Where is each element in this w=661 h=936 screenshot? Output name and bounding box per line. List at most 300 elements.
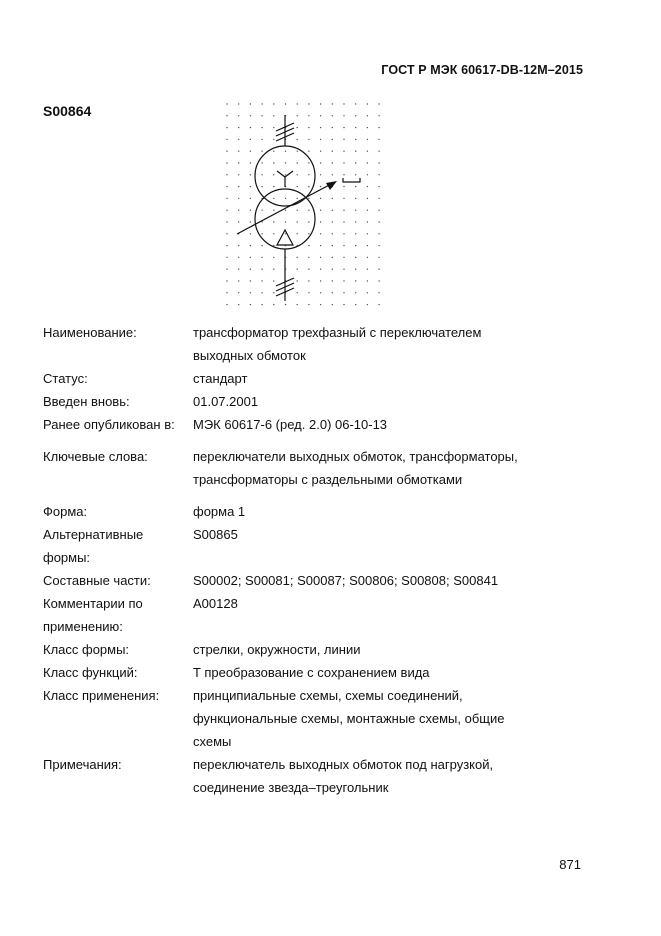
- field-row: [43, 684, 603, 753]
- grid-dot: [297, 280, 298, 281]
- grid-dot: [355, 162, 356, 163]
- grid-dot: [332, 139, 333, 140]
- grid-dot: [285, 304, 286, 305]
- grid-dot: [273, 257, 274, 258]
- grid-dot: [226, 115, 227, 116]
- grid-dot: [367, 162, 368, 163]
- field-value: [193, 638, 603, 661]
- grid-dot: [378, 292, 379, 293]
- grid-dot: [226, 103, 227, 104]
- grid-dot: [297, 186, 298, 187]
- grid-dot: [297, 115, 298, 116]
- grid-dot: [378, 139, 379, 140]
- grid-dot: [285, 103, 286, 104]
- grid-dot: [332, 151, 333, 152]
- grid-dot: [308, 162, 309, 163]
- grid-dot: [355, 210, 356, 211]
- grid-dot: [261, 162, 262, 163]
- grid-dot: [332, 162, 333, 163]
- field-row: [43, 753, 603, 799]
- field-value: [193, 753, 603, 799]
- field-value-line: A00128: [193, 596, 238, 611]
- field-row: [43, 445, 603, 491]
- grid-dot: [226, 198, 227, 199]
- field-row: [43, 367, 603, 390]
- document-header: ГОСТ Р МЭК 60617-DB-12M–2015: [381, 63, 583, 77]
- grid-dot: [308, 103, 309, 104]
- grid-dot: [297, 221, 298, 222]
- arrow-head: [326, 181, 337, 190]
- field-row: [43, 321, 603, 367]
- grid-dot: [320, 174, 321, 175]
- field-value: [193, 445, 603, 491]
- grid-dot: [250, 162, 251, 163]
- grid-dot: [308, 233, 309, 234]
- grid-dot: [261, 245, 262, 246]
- grid-dot: [367, 115, 368, 116]
- grid-dot: [250, 269, 251, 270]
- grid-dot: [308, 139, 309, 140]
- grid-dot: [332, 304, 333, 305]
- field-value: [193, 523, 603, 569]
- field-label: Введен вновь:: [43, 394, 130, 409]
- grid-dot: [355, 127, 356, 128]
- grid-dot: [355, 174, 356, 175]
- grid-dot: [355, 139, 356, 140]
- grid-dot: [273, 115, 274, 116]
- field-value-line: схемы: [193, 734, 232, 749]
- grid-dot: [332, 174, 333, 175]
- grid-dot: [320, 162, 321, 163]
- field-row: [43, 569, 603, 592]
- grid-dot: [308, 245, 309, 246]
- grid-dot: [308, 269, 309, 270]
- grid-dot: [367, 210, 368, 211]
- grid-dot: [355, 269, 356, 270]
- grid-dot: [238, 280, 239, 281]
- grid-dot: [332, 198, 333, 199]
- grid-dot: [355, 280, 356, 281]
- grid-dot: [343, 280, 344, 281]
- field-value-line: трансформаторы с раздельными обмотками: [193, 472, 463, 487]
- grid-dot: [367, 139, 368, 140]
- star-arm: [277, 171, 285, 177]
- grid-dot: [226, 174, 227, 175]
- grid-dot: [320, 257, 321, 258]
- grid-dot: [355, 257, 356, 258]
- grid-dot: [332, 210, 333, 211]
- grid-dot: [261, 186, 262, 187]
- grid-dot: [308, 280, 309, 281]
- grid-dot: [378, 280, 379, 281]
- grid-dot: [226, 221, 227, 222]
- grid-dot: [378, 186, 379, 187]
- grid-dot: [261, 269, 262, 270]
- grid-dot: [343, 257, 344, 258]
- grid-dot: [273, 127, 274, 128]
- grid-dot: [297, 127, 298, 128]
- grid-dot: [355, 186, 356, 187]
- grid-dot: [297, 304, 298, 305]
- grid-dot: [273, 269, 274, 270]
- grid-dot: [261, 210, 262, 211]
- field-label: Класс формы:: [43, 642, 130, 657]
- grid-dot: [250, 151, 251, 152]
- field-value: [193, 413, 603, 436]
- grid-dot: [273, 280, 274, 281]
- grid-dot: [297, 174, 298, 175]
- grid-dot: [250, 210, 251, 211]
- grid-dot: [238, 269, 239, 270]
- grid-dot: [320, 198, 321, 199]
- grid-dot: [226, 245, 227, 246]
- grid-dot: [261, 280, 262, 281]
- grid-dot: [355, 304, 356, 305]
- grid-dot: [320, 186, 321, 187]
- grid-dot: [250, 280, 251, 281]
- grid-dot: [261, 174, 262, 175]
- grid-dot: [332, 103, 333, 104]
- grid-dot: [285, 151, 286, 152]
- grid-dot: [378, 115, 379, 116]
- grid-dot: [367, 174, 368, 175]
- field-row: [43, 523, 603, 569]
- grid-dot: [273, 233, 274, 234]
- grid-dot: [378, 304, 379, 305]
- field-value: [193, 367, 603, 390]
- field-label: Статус:: [43, 371, 88, 386]
- grid-dot: [250, 245, 251, 246]
- grid-dot: [238, 198, 239, 199]
- grid-dot: [367, 292, 368, 293]
- grid-dot: [226, 210, 227, 211]
- grid-dot: [308, 115, 309, 116]
- grid-dot: [308, 292, 309, 293]
- field-label: Наименование:: [43, 325, 137, 340]
- grid-dot: [378, 269, 379, 270]
- field-label: Ранее опубликован в:: [43, 417, 175, 432]
- grid-dot: [238, 304, 239, 305]
- grid-dot: [250, 127, 251, 128]
- grid-dot: [332, 221, 333, 222]
- grid-dot: [367, 233, 368, 234]
- grid-dot: [285, 198, 286, 199]
- grid-dot: [378, 198, 379, 199]
- grid-dot: [273, 139, 274, 140]
- grid-dot: [355, 292, 356, 293]
- field-row: [43, 592, 603, 638]
- field-value-line: T преобразование с сохранением вида: [193, 665, 430, 680]
- grid-dot: [226, 304, 227, 305]
- grid-dot: [378, 257, 379, 258]
- grid-dot: [343, 174, 344, 175]
- grid-dot: [367, 245, 368, 246]
- field-value-line: S00865: [193, 527, 238, 542]
- field-value-line: принципиальные схемы, схемы соединений,: [193, 688, 463, 703]
- grid-dot: [238, 103, 239, 104]
- grid-dot: [343, 292, 344, 293]
- field-label: Комментарии по применению:: [43, 596, 143, 634]
- grid-dot: [261, 304, 262, 305]
- grid-dot: [320, 292, 321, 293]
- grid-dot: [273, 198, 274, 199]
- field-value-line: функциональные схемы, монтажные схемы, общие: [193, 711, 505, 726]
- field-label: Примечания:: [43, 757, 122, 772]
- grid-dot: [261, 151, 262, 152]
- grid-dot: [273, 186, 274, 187]
- grid-dot: [332, 115, 333, 116]
- grid-dot: [250, 186, 251, 187]
- grid-dot: [250, 257, 251, 258]
- grid-dot: [297, 257, 298, 258]
- grid-dot: [238, 210, 239, 211]
- field-label: Ключевые слова:: [43, 449, 148, 464]
- grid-dot: [378, 151, 379, 152]
- grid-dot: [320, 115, 321, 116]
- grid-dot: [308, 210, 309, 211]
- grid-dot: [273, 210, 274, 211]
- grid-dot: [250, 115, 251, 116]
- grid-dot: [367, 103, 368, 104]
- grid-dot: [250, 198, 251, 199]
- grid-dot: [343, 269, 344, 270]
- grid-dot: [343, 221, 344, 222]
- field-value-line: стрелки, окружности, линии: [193, 642, 361, 657]
- grid-dot: [320, 245, 321, 246]
- grid-dot: [308, 174, 309, 175]
- grid-dot: [378, 233, 379, 234]
- grid-dot: [332, 292, 333, 293]
- grid-dot: [320, 103, 321, 104]
- grid-dot: [285, 221, 286, 222]
- grid-dot: [367, 304, 368, 305]
- grid-dot: [297, 269, 298, 270]
- grid-dot: [332, 127, 333, 128]
- grid-dot: [320, 280, 321, 281]
- grid-dot: [226, 269, 227, 270]
- grid-dot: [273, 304, 274, 305]
- grid-dot: [355, 115, 356, 116]
- grid-dot: [273, 292, 274, 293]
- page-number: 871: [559, 857, 581, 872]
- grid-dot: [367, 198, 368, 199]
- grid-dot: [285, 210, 286, 211]
- grid-dot: [367, 221, 368, 222]
- grid-dot: [261, 127, 262, 128]
- field-value-line: МЭК 60617-6 (ред. 2.0) 06-10-13: [193, 417, 388, 432]
- grid-dot: [343, 233, 344, 234]
- grid-dot: [273, 103, 274, 104]
- three-phase-transformer-with-tap-changer-icon: [222, 100, 384, 316]
- grid-dot: [343, 139, 344, 140]
- field-row: [43, 638, 603, 661]
- tap-changer-arrow-line: [237, 183, 333, 234]
- grid-dot: [285, 233, 286, 234]
- grid-dot: [238, 139, 239, 140]
- grid-dot: [226, 280, 227, 281]
- grid-dot: [226, 151, 227, 152]
- grid-dot: [308, 186, 309, 187]
- grid-dot: [261, 103, 262, 104]
- grid-dot: [250, 233, 251, 234]
- grid-dot: [238, 162, 239, 163]
- grid-dot: [226, 139, 227, 140]
- grid-dot: [355, 233, 356, 234]
- grid-dot: [343, 151, 344, 152]
- field-value: [193, 321, 603, 367]
- grid-dot: [308, 257, 309, 258]
- grid-dot: [226, 233, 227, 234]
- field-value-line: форма 1: [193, 504, 246, 519]
- grid-dot: [308, 304, 309, 305]
- grid-dot: [332, 245, 333, 246]
- field-label: Класс применения:: [43, 688, 160, 703]
- field-value-line: переключатели выходных обмоток, трансформаторы,: [193, 449, 518, 464]
- grid-dot: [367, 186, 368, 187]
- field-value: [193, 569, 603, 592]
- grid-dot: [343, 210, 344, 211]
- grid-dot: [320, 151, 321, 152]
- grid-dot: [320, 139, 321, 140]
- grid-dot: [308, 127, 309, 128]
- field-value-line: соединение звезда–треугольник: [193, 780, 389, 795]
- grid-dot: [226, 292, 227, 293]
- grid-dot: [367, 280, 368, 281]
- grid-dot: [355, 151, 356, 152]
- grid-dot: [332, 257, 333, 258]
- field-value-line: выходных обмоток: [193, 348, 306, 363]
- grid-dot: [378, 162, 379, 163]
- grid-dot: [238, 221, 239, 222]
- grid-dot: [343, 186, 344, 187]
- grid-dot: [250, 174, 251, 175]
- grid-dot: [297, 233, 298, 234]
- grid-dot: [343, 103, 344, 104]
- grid-dot: [343, 115, 344, 116]
- grid-dot: [250, 139, 251, 140]
- grid-dot: [238, 257, 239, 258]
- grid-dot: [343, 304, 344, 305]
- grid-dot: [226, 162, 227, 163]
- grid-dot: [332, 280, 333, 281]
- field-row: [43, 500, 603, 523]
- grid-dot: [226, 186, 227, 187]
- tap-changer-symbol: [343, 178, 360, 182]
- grid-dot: [320, 233, 321, 234]
- grid-dot: [320, 221, 321, 222]
- grid-dot: [343, 245, 344, 246]
- grid-dot: [378, 210, 379, 211]
- field-value: [193, 661, 603, 684]
- grid-dot: [250, 221, 251, 222]
- grid-dot: [297, 139, 298, 140]
- grid-dot: [332, 269, 333, 270]
- grid-dot: [332, 233, 333, 234]
- grid-dot: [238, 292, 239, 293]
- grid-dot: [238, 115, 239, 116]
- grid-dot: [261, 115, 262, 116]
- grid-dot: [297, 103, 298, 104]
- grid-dot: [261, 233, 262, 234]
- field-label: Форма:: [43, 504, 88, 519]
- field-row: [43, 390, 603, 413]
- grid-dot: [320, 269, 321, 270]
- grid-dot: [250, 292, 251, 293]
- field-value-line: трансформатор трехфазный с переключателем: [193, 325, 482, 340]
- grid-dot: [273, 174, 274, 175]
- field-value-line: переключатель выходных обмоток под нагрузкой,: [193, 757, 494, 772]
- grid-dot: [367, 269, 368, 270]
- grid-dot: [273, 221, 274, 222]
- grid-dot: [226, 127, 227, 128]
- grid-dot: [297, 162, 298, 163]
- field-label: Альтернативные формы:: [43, 527, 144, 565]
- grid-dot: [367, 127, 368, 128]
- grid-dot: [378, 221, 379, 222]
- grid-dot: [320, 127, 321, 128]
- grid-dot: [320, 210, 321, 211]
- grid-dot: [226, 257, 227, 258]
- field-label: Составные части:: [43, 573, 151, 588]
- field-label: Класс функций:: [43, 665, 138, 680]
- grid-dot: [261, 139, 262, 140]
- grid-dot: [343, 127, 344, 128]
- grid-dot: [238, 245, 239, 246]
- field-value-line: 01.07.2001: [193, 394, 259, 409]
- grid-dot: [238, 151, 239, 152]
- grid-dot: [250, 304, 251, 305]
- grid-dot: [367, 257, 368, 258]
- field-row: [43, 661, 603, 684]
- field-value-line: S00002; S00081; S00087; S00806; S00808; S00841: [193, 573, 499, 588]
- grid-dots: [226, 103, 379, 305]
- grid-dot: [238, 186, 239, 187]
- grid-dot: [378, 245, 379, 246]
- grid-dot: [238, 174, 239, 175]
- grid-dot: [273, 162, 274, 163]
- grid-dot: [238, 127, 239, 128]
- grid-dot: [273, 151, 274, 152]
- grid-dot: [297, 151, 298, 152]
- grid-dot: [261, 292, 262, 293]
- grid-dot: [308, 221, 309, 222]
- grid-dot: [355, 103, 356, 104]
- grid-dot: [343, 198, 344, 199]
- field-value-line: стандарт: [193, 371, 248, 386]
- field-value: [193, 684, 603, 753]
- grid-dot: [285, 162, 286, 163]
- field-value: [193, 592, 603, 638]
- grid-dot: [378, 174, 379, 175]
- grid-dot: [297, 292, 298, 293]
- grid-dot: [367, 151, 368, 152]
- delta-triangle: [277, 230, 293, 245]
- grid-dot: [355, 245, 356, 246]
- field-value: [193, 500, 603, 523]
- grid-dot: [355, 221, 356, 222]
- grid-dot: [285, 174, 286, 175]
- attribute-table: [43, 321, 603, 799]
- field-value: [193, 390, 603, 413]
- symbol-code: S00864: [43, 103, 92, 119]
- grid-dot: [308, 151, 309, 152]
- grid-dot: [343, 162, 344, 163]
- grid-dot: [261, 257, 262, 258]
- grid-dot: [355, 198, 356, 199]
- star-arm: [285, 171, 293, 177]
- field-row: [43, 413, 603, 436]
- grid-dot: [308, 198, 309, 199]
